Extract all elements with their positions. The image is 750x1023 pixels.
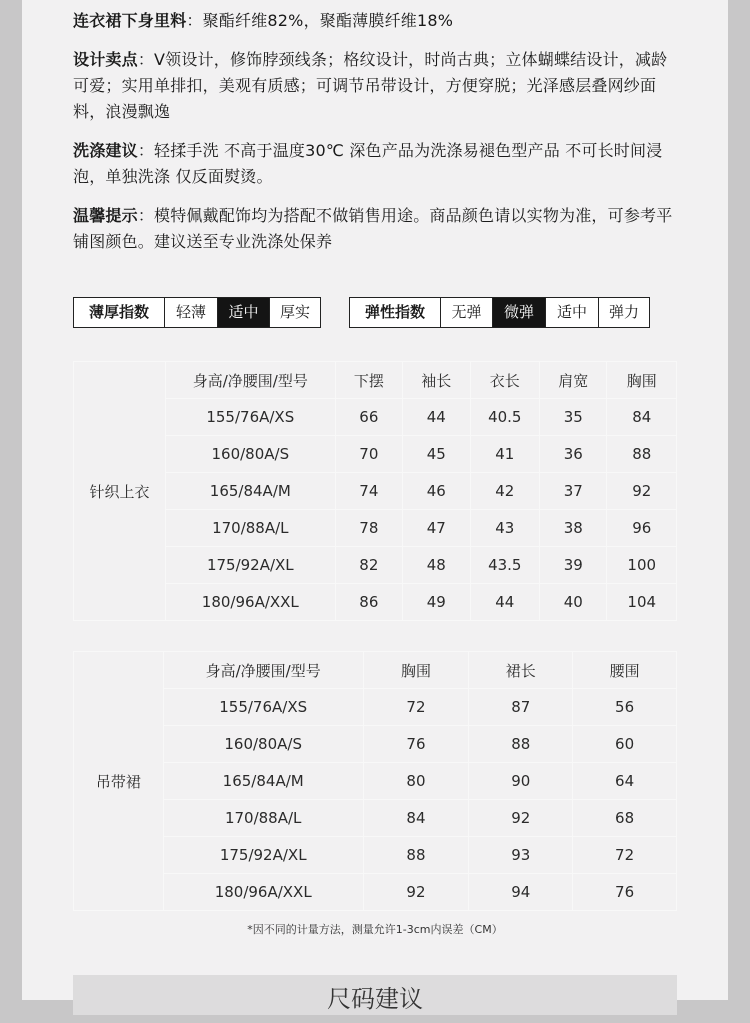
table-row: [74, 800, 677, 837]
table-category: 针织上衣: [74, 362, 166, 621]
table-cell: 35: [540, 399, 607, 436]
table-cell: 72: [363, 689, 469, 726]
info-label: 设计卖点: [73, 50, 138, 69]
size-table-knit-top: [73, 361, 677, 621]
table-cell: 72: [573, 837, 677, 874]
table-cell: 43: [470, 510, 539, 547]
table-cell: 40.5: [470, 399, 539, 436]
table-header: 下摆: [335, 362, 402, 399]
elasticity-option-slight: 微弹: [492, 298, 545, 327]
info-label: 连衣裙下身里料: [73, 11, 187, 30]
table-cell: 92: [469, 800, 573, 837]
info-tips: 温馨提示：模特佩戴配饰均为搭配不做销售用途。商品颜色请以实物为准，可参考平铺图颜色。建议送至专业洗涤处保养: [73, 206, 673, 251]
table-cell: 104: [607, 584, 677, 621]
table-header: 肩宽: [540, 362, 607, 399]
elasticity-label: 弹性指数: [364, 303, 425, 321]
table-row: [74, 689, 677, 726]
info-value: 轻揉手洗 不高于温度30℃ 深色产品为洗涤易褪色型产品 不可长时间浸泡，单独洗涤 仅反面熨烫。: [73, 141, 663, 186]
table-cell: 45: [403, 436, 470, 473]
table-cell: 64: [573, 763, 677, 800]
thickness-index: [73, 297, 321, 328]
table-header: 胸围: [607, 362, 677, 399]
thickness-option-light: 轻薄: [164, 298, 217, 327]
size-table-slip-dress: [73, 651, 677, 911]
table-cell: 84: [607, 399, 677, 436]
table-cell: 88: [363, 837, 469, 874]
table-header: 身高/净腰围/型号: [165, 362, 335, 399]
table-cell: 175/92A/XL: [165, 547, 335, 584]
table-header: 裙长: [469, 652, 573, 689]
table-cell: 170/88A/L: [163, 800, 363, 837]
table-cell: 94: [469, 874, 573, 911]
table-header: 身高/净腰围/型号: [163, 652, 363, 689]
table-cell: 37: [540, 473, 607, 510]
elasticity-option-stretch: 弹力: [598, 298, 649, 327]
table-cell: 96: [607, 510, 677, 547]
table-cell: 84: [363, 800, 469, 837]
table-cell: 80: [363, 763, 469, 800]
table-cell: 82: [335, 547, 402, 584]
table-cell: 92: [607, 473, 677, 510]
table-cell: 92: [363, 874, 469, 911]
table-cell: 93: [469, 837, 573, 874]
table-cell: 165/84A/M: [163, 763, 363, 800]
table-cell: 36: [540, 436, 607, 473]
table-cell: 76: [573, 874, 677, 911]
info-label: 温馨提示: [73, 206, 138, 225]
table-cell: 70: [335, 436, 402, 473]
table-cell: 175/92A/XL: [163, 837, 363, 874]
size-advice-heading: 尺码建议: [73, 975, 677, 1015]
table-cell: 155/76A/XS: [163, 689, 363, 726]
table-cell: 86: [335, 584, 402, 621]
table-cell: 74: [335, 473, 402, 510]
table-cell: 42: [470, 473, 539, 510]
table-cell: 60: [573, 726, 677, 763]
elasticity-option-none: 无弹: [440, 298, 492, 327]
table-cell: 47: [403, 510, 470, 547]
table-cell: 100: [607, 547, 677, 584]
table-header: 袖长: [403, 362, 470, 399]
table-cell: 180/96A/XXL: [163, 874, 363, 911]
table-cell: 49: [403, 584, 470, 621]
info-label: 洗涤建议: [73, 141, 138, 160]
table-row: [74, 763, 677, 800]
table-header: 胸围: [363, 652, 469, 689]
table-cell: 41: [470, 436, 539, 473]
product-detail-page: [22, 0, 728, 1013]
table-header: 衣长: [470, 362, 539, 399]
table-cell: 180/96A/XXL: [165, 584, 335, 621]
info-value: 聚酯纤维82%，聚酯薄膜纤维18%: [202, 11, 454, 30]
info-value: 模特佩戴配饰均为搭配不做销售用途。商品颜色请以实物为准，可参考平铺图颜色。建议送至专业洗涤处保养: [73, 206, 673, 251]
table-cell: 56: [573, 689, 677, 726]
product-info-section: [73, 8, 673, 268]
table-header: 腰围: [573, 652, 677, 689]
table-cell: 88: [607, 436, 677, 473]
thickness-option-thick: 厚实: [269, 298, 320, 327]
table-cell: 68: [573, 800, 677, 837]
table-cell: 170/88A/L: [165, 510, 335, 547]
table-cell: 76: [363, 726, 469, 763]
table-row: [74, 837, 677, 874]
table-cell: 40: [540, 584, 607, 621]
info-washing: 洗涤建议：轻揉手洗 不高于温度30℃ 深色产品为洗涤易褪色型产品 不可长时间浸泡，单独洗涤 仅反面熨烫。: [73, 141, 663, 186]
table-cell: 78: [335, 510, 402, 547]
table-cell: 38: [540, 510, 607, 547]
table-cell: 160/80A/S: [163, 726, 363, 763]
thickness-option-medium: 适中: [217, 298, 269, 327]
table-cell: 46: [403, 473, 470, 510]
info-design: 设计卖点：V领设计，修饰脖颈线条；格纹设计，时尚古典；立体蝴蝶结设计，减龄可爱；实用单排扣，美观有质感；可调节吊带设计，方便穿脱；光泽感层叠网纱面料，浪漫飘逸: [73, 50, 668, 121]
table-cell: 155/76A/XS: [165, 399, 335, 436]
table-row: [74, 874, 677, 911]
info-value: V领设计，修饰脖颈线条；格纹设计，时尚古典；立体蝴蝶结设计，减龄可爱；实用单排扣，美观有质感；可调节吊带设计，方便穿脱；光泽感层叠网纱面料，浪漫飘逸: [73, 50, 668, 121]
table-cell: 87: [469, 689, 573, 726]
table-cell: 39: [540, 547, 607, 584]
table-category: 吊带裙: [74, 652, 164, 911]
table-cell: 66: [335, 399, 402, 436]
table-cell: 44: [403, 399, 470, 436]
table-cell: 44: [470, 584, 539, 621]
table-header-row: [74, 652, 677, 689]
table-cell: 88: [469, 726, 573, 763]
info-fabric: 连衣裙下身里料：聚酯纤维82%，聚酯薄膜纤维18%: [73, 11, 454, 30]
table-cell: 43.5: [470, 547, 539, 584]
table-cell: 160/80A/S: [165, 436, 335, 473]
table-row: [74, 726, 677, 763]
table-cell: 48: [403, 547, 470, 584]
measurement-note: *因不同的计量方法，测量允许1-3cm内误差（CM）: [247, 923, 503, 936]
elasticity-option-medium: 适中: [545, 298, 598, 327]
table-header-row: [74, 362, 677, 399]
thickness-label: 薄厚指数: [88, 303, 149, 321]
elasticity-index: [349, 297, 650, 328]
table-cell: 165/84A/M: [165, 473, 335, 510]
table-cell: 90: [469, 763, 573, 800]
